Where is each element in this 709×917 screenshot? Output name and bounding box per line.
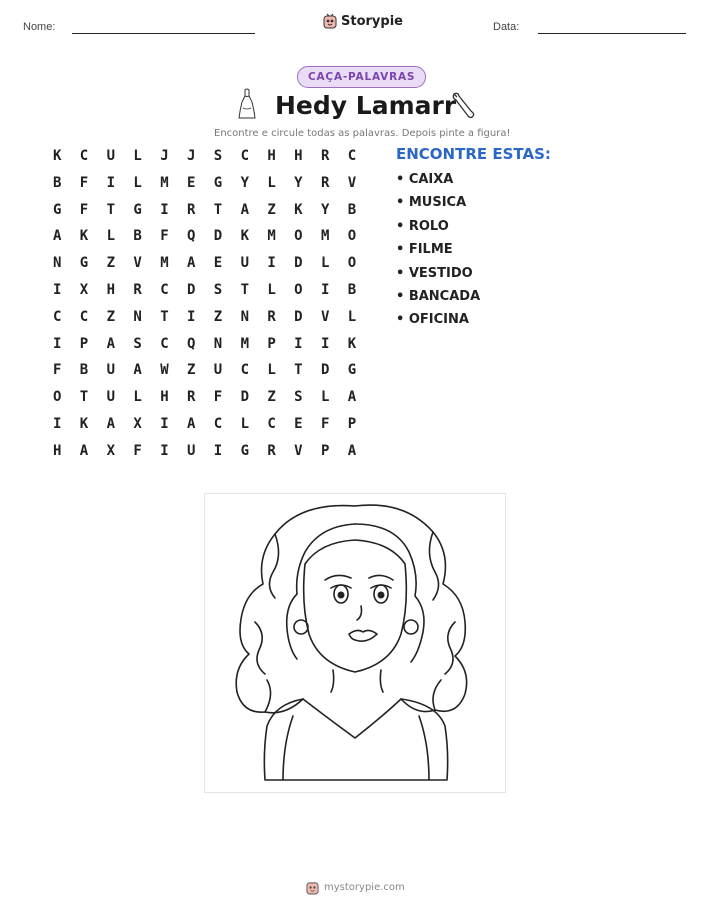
grid-letter[interactable]: S [133, 335, 142, 352]
grid-row [53, 357, 375, 384]
grid-letter[interactable]: I [320, 281, 330, 298]
grid-letter[interactable]: B [53, 174, 62, 191]
grid-letter[interactable]: O [347, 228, 357, 245]
grid-letter[interactable]: E [213, 255, 223, 272]
grid-letter[interactable]: Z [106, 255, 116, 272]
grid-letter[interactable]: N [240, 308, 250, 325]
grid-letter[interactable]: U [106, 389, 116, 406]
grid-letter[interactable]: T [106, 201, 116, 218]
grid-letter[interactable]: C [53, 308, 62, 325]
grid-letter[interactable]: C [160, 281, 169, 298]
grid-letter[interactable]: I [53, 335, 62, 352]
grid-letter[interactable]: J [160, 148, 169, 164]
grid-letter[interactable]: K [79, 228, 89, 245]
word-search-grid[interactable] [53, 143, 375, 465]
grid-letter[interactable]: B [133, 228, 142, 245]
grid-letter[interactable]: R [186, 389, 196, 406]
word-list-item: • ROLO [396, 218, 449, 234]
grid-letter[interactable]: I [160, 415, 169, 432]
grid-letter[interactable]: Z [106, 308, 116, 325]
grid-letter[interactable]: L [133, 389, 142, 406]
grid-letter[interactable]: F [320, 415, 330, 432]
grid-letter[interactable]: T [79, 389, 89, 406]
grid-letter[interactable]: L [240, 415, 250, 432]
grid-letter[interactable]: B [347, 281, 357, 298]
grid-letter[interactable]: H [53, 442, 62, 459]
grid-letter[interactable]: O [294, 228, 303, 245]
grid-letter[interactable]: T [160, 308, 169, 325]
grid-letter[interactable]: K [347, 335, 357, 352]
grid-letter[interactable]: R [133, 281, 142, 298]
brand-name: Storypie [341, 13, 403, 29]
grid-letter[interactable]: E [186, 174, 196, 191]
word-list-item: • VESTIDO [396, 265, 473, 281]
grid-letter[interactable]: M [267, 228, 276, 245]
grid-row [53, 411, 375, 438]
grid-letter[interactable]: D [294, 308, 303, 325]
grid-row [53, 331, 375, 358]
footer [306, 880, 405, 895]
grid-letter[interactable]: A [186, 415, 196, 432]
date-label: Data: [493, 21, 520, 33]
grid-letter[interactable]: R [320, 174, 330, 191]
grid-letter[interactable]: S [213, 281, 223, 298]
grid-letter[interactable]: Z [186, 362, 196, 379]
grid-letter[interactable]: F [79, 201, 89, 218]
grid-letter[interactable]: B [79, 362, 89, 379]
grid-row [53, 223, 375, 250]
grid-letter[interactable]: G [53, 201, 62, 218]
grid-letter[interactable]: R [267, 442, 276, 459]
dress-icon [237, 88, 257, 120]
grid-letter[interactable]: I [320, 335, 330, 352]
grid-row [53, 197, 375, 224]
grid-letter[interactable]: C [240, 148, 250, 164]
grid-letter[interactable]: C [79, 308, 89, 325]
grid-letter[interactable]: L [267, 281, 276, 298]
grid-letter[interactable]: L [347, 308, 357, 325]
grid-letter[interactable]: I [160, 442, 169, 459]
grid-letter[interactable]: A [347, 389, 357, 406]
grid-row [53, 277, 375, 304]
grid-letter[interactable]: G [347, 362, 357, 379]
grid-letter[interactable]: Q [186, 335, 196, 352]
grid-letter[interactable]: L [320, 255, 330, 272]
woman-portrait-illustration[interactable] [205, 494, 505, 792]
grid-letter[interactable]: F [213, 389, 223, 406]
grid-letter[interactable]: N [53, 255, 62, 272]
storypie-logo-icon [323, 13, 337, 29]
grid-letter[interactable]: W [160, 362, 169, 379]
grid-letter[interactable]: U [240, 255, 250, 272]
coloring-picture-frame [204, 493, 506, 793]
grid-letter[interactable]: I [213, 442, 223, 459]
grid-row [53, 250, 375, 277]
grid-letter[interactable]: L [267, 174, 276, 191]
grid-letter[interactable]: O [53, 389, 62, 406]
word-list-title: ENCONTRE ESTAS: [396, 145, 551, 163]
grid-letter[interactable]: F [79, 174, 89, 191]
grid-letter[interactable]: P [320, 442, 330, 459]
grid-letter[interactable]: A [347, 442, 357, 459]
grid-letter[interactable]: X [79, 281, 89, 298]
grid-letter[interactable]: F [160, 228, 169, 245]
grid-letter[interactable]: R [267, 308, 276, 325]
grid-letter[interactable]: A [106, 415, 116, 432]
grid-letter[interactable]: K [53, 148, 62, 164]
grid-letter[interactable]: B [347, 201, 357, 218]
grid-letter[interactable]: I [106, 174, 116, 191]
grid-letter[interactable]: P [267, 335, 276, 352]
grid-letter[interactable]: H [106, 281, 116, 298]
grid-letter[interactable]: C [79, 148, 89, 164]
grid-letter[interactable]: R [186, 201, 196, 218]
grid-letter[interactable]: T [240, 281, 250, 298]
grid-letter[interactable]: U [106, 148, 116, 164]
grid-letter[interactable]: C [267, 415, 276, 432]
grid-letter[interactable]: N [213, 335, 223, 352]
grid-letter[interactable]: G [133, 201, 142, 218]
grid-letter[interactable]: V [320, 308, 330, 325]
grid-letter[interactable]: T [294, 362, 303, 379]
grid-letter[interactable]: D [186, 281, 196, 298]
grid-letter[interactable]: P [347, 415, 357, 432]
grid-letter[interactable]: I [294, 335, 303, 352]
grid-letter[interactable]: C [347, 148, 357, 164]
grid-letter[interactable]: C [240, 362, 250, 379]
grid-letter[interactable]: Y [294, 174, 303, 191]
grid-letter[interactable]: A [106, 335, 116, 352]
grid-letter[interactable]: A [186, 255, 196, 272]
grid-row [53, 304, 375, 331]
name-field-line[interactable] [72, 33, 255, 34]
grid-row [53, 170, 375, 197]
grid-letter[interactable]: L [106, 228, 116, 245]
grid-letter[interactable]: F [53, 362, 62, 379]
date-field-line[interactable] [538, 33, 686, 34]
grid-letter[interactable]: Z [267, 389, 276, 406]
grid-letter[interactable]: L [133, 148, 142, 164]
grid-letter[interactable]: T [213, 201, 223, 218]
grid-letter[interactable]: U [186, 442, 196, 459]
grid-letter[interactable]: M [160, 174, 169, 191]
grid-letter[interactable]: D [294, 255, 303, 272]
grid-letter[interactable]: U [213, 362, 223, 379]
grid-letter[interactable]: K [79, 415, 89, 432]
grid-letter[interactable]: X [133, 415, 142, 432]
grid-letter[interactable]: I [160, 201, 169, 218]
grid-letter[interactable]: I [267, 255, 276, 272]
activity-badge: CAÇA-PALAVRAS [297, 66, 426, 88]
grid-letter[interactable]: A [240, 201, 250, 218]
grid-letter[interactable]: A [53, 228, 62, 245]
grid-letter[interactable]: S [294, 389, 303, 406]
grid-letter[interactable]: H [160, 389, 169, 406]
instructions: Encontre e circule todas as palavras. Depois pinte a figura! [214, 128, 511, 139]
grid-letter[interactable]: M [160, 255, 169, 272]
storypie-footer-logo-icon [306, 880, 319, 895]
grid-letter[interactable]: G [213, 174, 223, 191]
grid-row [53, 438, 375, 465]
word-list-item: • MUSICA [396, 195, 467, 211]
grid-letter[interactable]: I [186, 308, 196, 325]
word-list-item: • BANCADA [396, 288, 481, 304]
grid-letter[interactable]: E [294, 415, 303, 432]
grid-row [53, 143, 375, 170]
grid-letter[interactable]: D [240, 389, 250, 406]
grid-letter[interactable]: O [347, 255, 357, 272]
grid-letter[interactable]: V [133, 255, 142, 272]
grid-letter[interactable]: K [240, 228, 250, 245]
grid-letter[interactable]: Z [213, 308, 223, 325]
name-label: Nome: [23, 21, 56, 33]
grid-letter[interactable]: D [213, 228, 223, 245]
word-list-item: • FILME [396, 242, 453, 258]
grid-letter[interactable]: Y [240, 174, 250, 191]
grid-letter[interactable]: J [186, 148, 196, 164]
grid-letter[interactable]: A [133, 362, 142, 379]
grid-letter[interactable]: I [53, 415, 62, 432]
grid-letter[interactable]: V [347, 174, 357, 191]
grid-letter[interactable]: L [267, 362, 276, 379]
grid-letter[interactable]: O [294, 281, 303, 298]
grid-letter[interactable]: M [240, 335, 250, 352]
word-list [396, 172, 480, 336]
brand-logo [323, 13, 403, 29]
grid-letter[interactable]: P [79, 335, 89, 352]
grid-letter[interactable]: L [133, 174, 142, 191]
grid-letter[interactable]: G [240, 442, 250, 459]
grid-letter[interactable]: Q [186, 228, 196, 245]
grid-letter[interactable]: U [106, 362, 116, 379]
grid-letter[interactable]: N [133, 308, 142, 325]
grid-letter[interactable]: R [320, 148, 330, 164]
grid-letter[interactable]: H [267, 148, 276, 164]
grid-letter[interactable]: M [320, 228, 330, 245]
grid-letter[interactable]: F [133, 442, 142, 459]
grid-letter[interactable]: I [53, 281, 62, 298]
grid-letter[interactable]: V [294, 442, 303, 459]
grid-letter[interactable]: Z [267, 201, 276, 218]
word-list-item: • CAIXA [396, 172, 454, 187]
grid-letter[interactable]: X [106, 442, 116, 459]
grid-letter[interactable]: D [320, 362, 330, 379]
grid-letter[interactable]: H [294, 148, 303, 164]
page-title: Hedy Lamarr [275, 91, 457, 120]
grid-letter[interactable]: S [213, 148, 223, 164]
grid-letter[interactable]: C [160, 335, 169, 352]
grid-letter[interactable]: A [79, 442, 89, 459]
grid-letter[interactable]: K [294, 201, 303, 218]
grid-letter[interactable]: G [79, 255, 89, 272]
grid-letter[interactable]: C [213, 415, 223, 432]
footer-url[interactable]: mystorypie.com [324, 882, 405, 893]
grid-row [53, 384, 375, 411]
grid-letter[interactable]: L [320, 389, 330, 406]
word-list-item: • OFICINA [396, 312, 469, 328]
wrench-icon [450, 90, 476, 120]
grid-letter[interactable]: Y [320, 201, 330, 218]
